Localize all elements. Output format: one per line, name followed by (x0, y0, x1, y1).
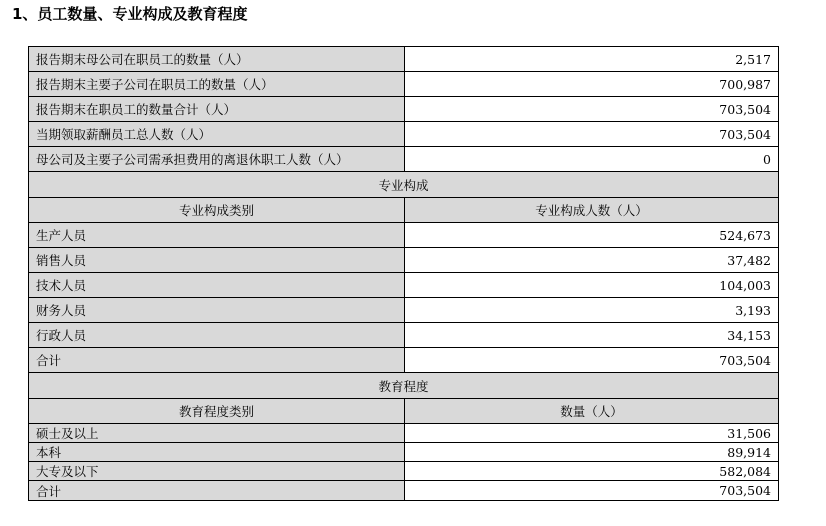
professional-section-title: 专业构成 (29, 172, 779, 198)
table-row (29, 248, 779, 273)
education-category-header: 教育程度类别 (29, 399, 405, 424)
table-row (29, 72, 779, 97)
row-label: 母公司及主要子公司需承担费用的离退休职工人数（人） (29, 147, 405, 172)
row-value: 31,506 (405, 424, 779, 443)
column-header-row (29, 399, 779, 424)
section-header-row (29, 373, 779, 399)
table-row (29, 424, 779, 443)
professional-category-header: 专业构成类别 (29, 198, 405, 223)
row-value: 524,673 (405, 223, 779, 248)
column-header-row (29, 198, 779, 223)
row-label: 报告期末在职员工的数量合计（人） (29, 97, 405, 122)
table-row (29, 223, 779, 248)
table-row (29, 122, 779, 147)
row-label: 财务人员 (29, 298, 405, 323)
row-value: 37,482 (405, 248, 779, 273)
row-label: 销售人员 (29, 248, 405, 273)
row-label: 合计 (29, 348, 405, 373)
row-value: 34,153 (405, 323, 779, 348)
row-label: 生产人员 (29, 223, 405, 248)
table-row (29, 273, 779, 298)
table-row (29, 147, 779, 172)
section-header-row (29, 172, 779, 198)
employee-table (28, 46, 779, 501)
total-row (29, 348, 779, 373)
row-value: 104,003 (405, 273, 779, 298)
row-label: 大专及以下 (29, 462, 405, 481)
table-row (29, 443, 779, 462)
row-label: 行政人员 (29, 323, 405, 348)
table-row (29, 97, 779, 122)
row-value: 2,517 (405, 47, 779, 72)
row-label: 本科 (29, 443, 405, 462)
table-row (29, 298, 779, 323)
row-value: 703,504 (405, 97, 779, 122)
education-count-header: 数量（人） (405, 399, 779, 424)
section-heading: 1、员工数量、专业构成及教育程度 (12, 5, 248, 23)
row-value: 703,504 (405, 481, 779, 501)
table-row (29, 47, 779, 72)
row-value: 703,504 (405, 348, 779, 373)
row-value: 700,987 (405, 72, 779, 97)
row-label: 合计 (29, 481, 405, 501)
row-label: 技术人员 (29, 273, 405, 298)
education-section-title: 教育程度 (29, 373, 779, 399)
row-label: 报告期末主要子公司在职员工的数量（人） (29, 72, 405, 97)
row-value: 89,914 (405, 443, 779, 462)
row-value: 703,504 (405, 122, 779, 147)
row-label: 当期领取薪酬员工总人数（人） (29, 122, 405, 147)
table-row (29, 462, 779, 481)
table-row (29, 323, 779, 348)
row-value: 582,084 (405, 462, 779, 481)
total-row (29, 481, 779, 501)
professional-count-header: 专业构成人数（人） (405, 198, 779, 223)
row-value: 3,193 (405, 298, 779, 323)
row-label: 硕士及以上 (29, 424, 405, 443)
row-label: 报告期末母公司在职员工的数量（人） (29, 47, 405, 72)
row-value: 0 (405, 147, 779, 172)
